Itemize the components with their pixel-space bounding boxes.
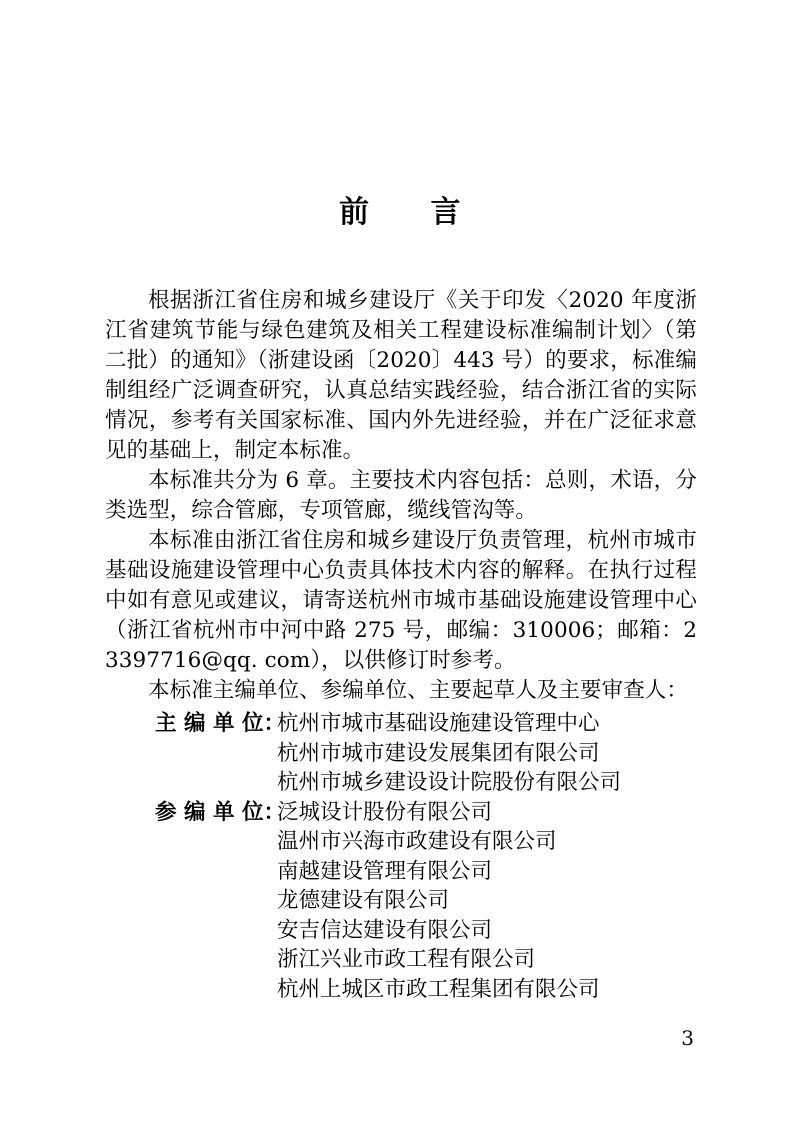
list-item (277, 827, 697, 857)
unit-name: 南越建设管理有限公司 (277, 858, 493, 884)
unit-name: 龙德建设有限公司 (277, 888, 450, 913)
unit-name: 温州市兴海市政建设有限公司 (277, 829, 557, 854)
page-title: 前 言 (339, 195, 461, 230)
paragraph-1: 根据浙江省住房和城乡建设厅《关于印发〈2020 年度浙江省建筑节能与绿色建筑及相关工程建设标准编制计划〉（第二批）的通知》（浙建设函〔2020〕443 号）的要求，标准编制组经广泛调查研究，认真总结实践经验，结合浙江省的实际情况，参考有关国家标准、国内外先进经验，并在广泛征求意见的基础上，制定本标准。 (105, 288, 697, 463)
unit-name-list (277, 709, 697, 798)
page-number: 3 (681, 1026, 694, 1050)
unit-name: 泛城设计股份有限公司 (277, 799, 493, 825)
unit-name: 杭州市城乡建设设计院股份有限公司 (277, 770, 622, 795)
list-item (277, 886, 697, 916)
unit-group-chief-editor (105, 709, 697, 798)
list-item (277, 975, 697, 1005)
contributing-units-list (105, 709, 697, 1004)
unit-name: 杭州上城区市政工程集团有限公司 (277, 976, 600, 1002)
paragraph-4: 本标准主编单位、参编单位、主要起草人及主要审查人： (148, 678, 689, 703)
unit-group-label: 参 编 单 位： (155, 799, 285, 825)
list-item (277, 945, 697, 975)
paragraph-3: 本标准由浙江省住房和城乡建设厅负责管理，杭州市城市基础设施建设管理中心负责具体技术内容的解释。在执行过程中如有意见或建议，请寄送杭州市城市基础设施建设管理中心（浙江省杭州市中河中路 275 号，邮编：310006；邮箱：23397716@qq. com），以供修订时参考。 (105, 528, 697, 673)
unit-name: 杭州市城市基础设施建设管理中心 (277, 711, 600, 736)
list-item (277, 768, 697, 798)
unit-group-label: 主 编 单 位： (155, 711, 285, 736)
unit-name-list (277, 798, 697, 1005)
list-item (277, 857, 697, 887)
list-item (277, 916, 697, 946)
unit-group-participating-editor (105, 798, 697, 1005)
unit-name: 浙江兴业市政工程有限公司 (277, 947, 536, 972)
list-item (277, 709, 697, 739)
list-item (277, 739, 697, 769)
list-item (277, 798, 697, 828)
unit-name: 杭州市城市建设发展集团有限公司 (277, 740, 600, 766)
paragraph-2: 本标准共分为 6 章。主要技术内容包括：总则，术语，分类选型，综合管廊，专项管廊，缆线管沟等。 (105, 468, 697, 523)
preface-body (105, 286, 697, 706)
unit-name: 安吉信达建设有限公司 (277, 917, 493, 943)
